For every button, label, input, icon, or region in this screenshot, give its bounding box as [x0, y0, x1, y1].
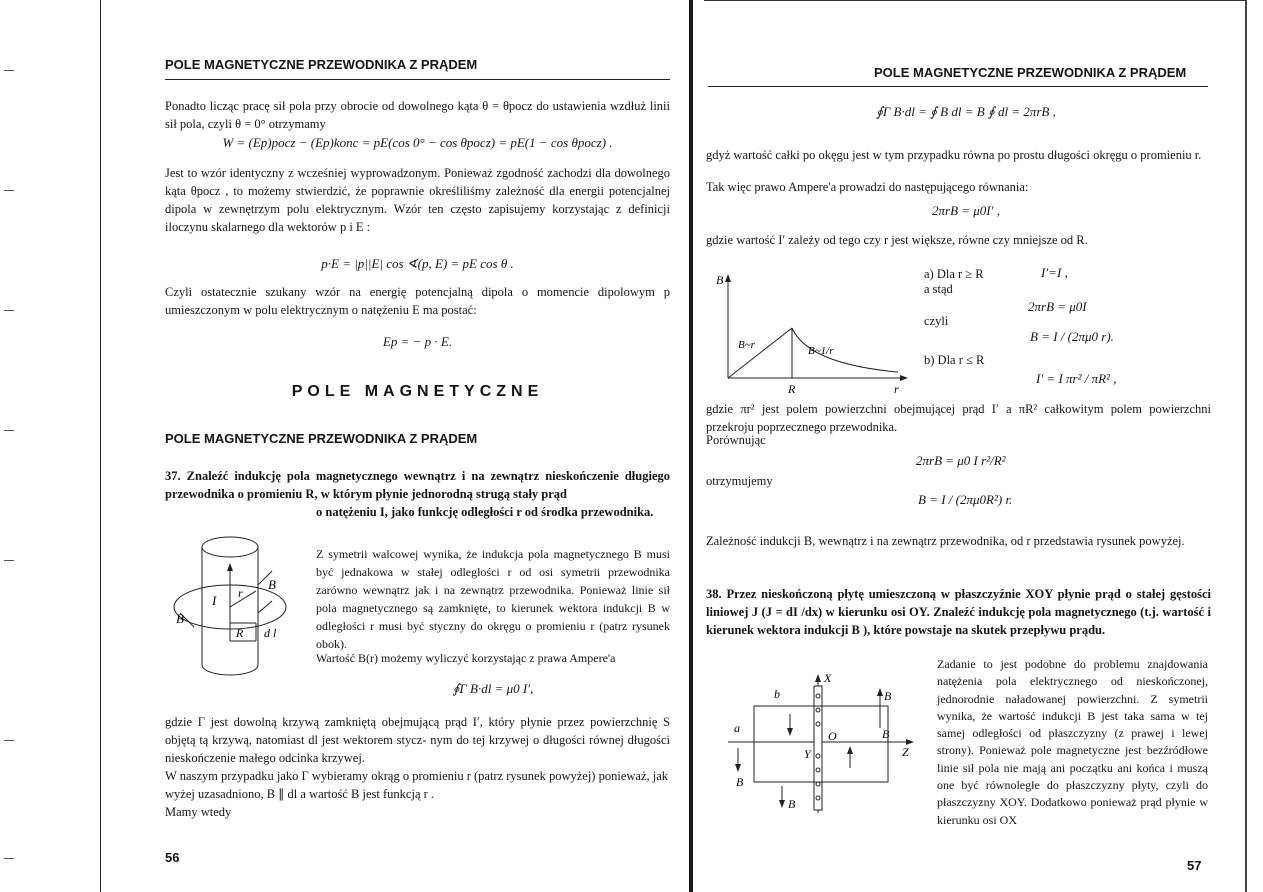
page-number: 56: [165, 850, 180, 865]
label-b: b: [774, 687, 780, 701]
header-rule: [708, 86, 1208, 87]
axis-label-Y: Y: [804, 747, 811, 761]
formula: B = I / (2πμ0 r).: [1030, 329, 1114, 344]
case-label: b) Dla r ≤ R: [924, 353, 985, 367]
page-header: POLE MAGNETYCZNE PRZEWODNIKA Z PRĄDEM: [165, 57, 478, 72]
formula: I′=I ,: [1041, 265, 1068, 280]
text: otrzymujemy: [706, 474, 773, 488]
fig-label-B: B: [176, 611, 184, 626]
fig-label-r: r: [238, 586, 243, 600]
label-B: B: [882, 727, 890, 741]
page-number: 57: [1187, 858, 1202, 873]
subsection-header: POLE MAGNETYCZNE PRZEWODNIKA Z PRĄDEM: [165, 431, 478, 446]
formula: 2πrB = μ0I′ ,: [932, 203, 1000, 218]
axis-label-X: X: [824, 671, 832, 685]
paragraph: gdzie Γ jest dowolną krzywą zamkniętą obejmującą prąd I′, który płynie przez powierzchnię S objętą tą krzywą, natomiast dl jest wektorem stycz- nym do tej krzywej o długości równej długości nieskończenie małego odcinka krzywej.: [165, 715, 670, 765]
paragraph: Jest to wzór identyczny z wcześniej wyprowadzonym. Ponieważ zgodność zachodzi dla dowolnego kąta θpocz , to możemy stwierdzić, że poprawnie określiliśmy zależność dla energii potencjalnej dipola w zewnętrzym polu elektrycznym. Wzór ten często zapisujemy korzystając z definicji iloczynu skalarnego dla wektorów p i E :: [165, 166, 670, 234]
paragraph: Ponadto licząc pracę sił pola przy obrocie od dowolnego kąta θ = θpocz do ustawienia wzdłuż linii sił pola, czyli θ = 0° otrzymamy: [165, 99, 670, 131]
paragraph: Zadanie to jest podobne do problemu znajdowania natężenia pola elektrycznego od nieskończonej, jednorodnie naładowanej powierzchni. Z symetrii wynika, że wartość indukcji B jest taka sama w tej samej odległości od płaszczyzny (z prawej i lewej strony). Ponieważ pole magnetyczne jest bezźródłowe linie sił pola nie mają ani początku ani końca i muszą one być równoległe do płaszczyzny płyty, czyli do płaszczyzny XOY. Dodatkowo ponieważ prąd płynie w kierunku osi OX: [937, 657, 1208, 827]
paragraph: W naszym przypadku jako Γ wybieramy okrąg o promieniu r (patrz rysunek powyżej) ponieważ, jak wyżej uzasadniono, B ∥ dl a wartość B jest funkcją r .: [165, 769, 669, 801]
plate-figure: [718, 668, 928, 818]
case-label: a) Dla r ≥ R: [924, 267, 984, 281]
top-edge-rule: [704, 0, 1246, 1]
label-B-1r: B~1/r: [808, 345, 834, 357]
formula: B = I / (2πμ0R²) r.: [918, 492, 1013, 507]
formula: 2πrB = μ0 I r²/R²: [916, 453, 1006, 468]
paragraph: gdzie πr² jest polem powierzchni obejmującej prąd I′ a πR² całkowitym polem powierzchni przekroju poprzecznego przewodnika.: [706, 402, 1211, 434]
text: Porównując: [706, 433, 766, 447]
formula: ∮Γ B·dl = μ0 I′,: [452, 681, 534, 696]
formula: ∮Γ B·dl = ∮ B dl = B ∮ dl = 2πrB ,: [876, 104, 1056, 119]
paragraph: gdyż wartość całki po okęgu jest w tym przypadku równa po prostu długości okręgu o promieniu r.: [706, 148, 1202, 162]
text: czyli: [924, 314, 949, 328]
paragraph: Czyli ostatecznie szukany wzór na energię potencjalną dipola o momencie dipolowym p umieszczonym w polu elektrycznym o natężeniu E ma postać:: [165, 285, 670, 317]
header-rule: [165, 79, 670, 80]
paragraph: Mamy wtedy: [165, 805, 232, 819]
axis-label-r: r: [894, 382, 899, 396]
paragraph: Zależność indukcji B, wewnątrz i na zewnątrz przewodnika, od r przedstawia rysunek powyżej.: [706, 534, 1185, 548]
label-a: a: [734, 721, 740, 735]
problem-statement: 38. Przez nieskończoną płytę umieszczoną w płaszczyźnie XOY płynie prąd o stałej gęstości liniowej J (J = dI /dx) w kierunku osi OY. Znaleźć indukcję pola magnetycznego (t.j. wartość i kierunek wektora indukcji B ), które powstaje na skutek przepływu prądu.: [706, 587, 1211, 637]
label-B-r: B~r: [738, 339, 755, 351]
axis-label-B: B: [716, 273, 724, 287]
fig-label-R: R: [236, 626, 244, 640]
right-page: [696, 0, 1263, 892]
paragraph: Z symetrii walcowej wynika, że indukcja pola magnetycznego B musi być jednakowa w stałej odległości r od osi symetrii przewodnika zarówno wewnątrz jak i na zewnątrz przewodnika. Ponieważ linie sił pola magnetycznego są zamknięte, to kierunek wektora indukcji B w odległości r musi być styczny do okręgu o promieniu r (patrz rysunek obok).: [316, 547, 670, 651]
paragraph: Tak więc prawo Ampere'a prowadzi do następującego równania:: [706, 180, 1029, 194]
formula: I′ = I πr² / πR² ,: [1036, 371, 1117, 386]
b-vs-r-graph: [708, 268, 913, 398]
problem-statement: 37. Znaleźć indukcję pola magnetycznego wewnątrz i na zewnątrz nieskończenie długiego przewodnika o promieniu R, w którym płynie jednorodną strugą stały prąd: [165, 469, 670, 501]
problem-statement: o natężeniu I, jako funkcję odległości r od środka przewodnika.: [316, 505, 654, 519]
formula: W = (Ep)pocz − (Ep)konc = pE(cos 0° − cos θpocz) = pE(1 − cos θpocz) .: [222, 135, 613, 150]
fig-label-dl: d l: [264, 626, 277, 640]
label-B: B: [884, 689, 892, 703]
origin-label: O: [828, 729, 837, 743]
page-header: POLE MAGNETYCZNE PRZEWODNIKA Z PRĄDEM: [874, 65, 1187, 80]
section-title: POLE MAGNETYCZNE: [291, 383, 544, 400]
paragraph: gdzie wartość I′ zależy od tego czy r jest większe, równe czy mniejsze od R.: [706, 233, 1088, 247]
formula: 2πrB = μ0I: [1028, 299, 1087, 314]
axis-label-Z: Z: [902, 745, 909, 759]
text: a stąd: [924, 282, 953, 296]
formula: p·E = |p||E| cos ∢(p, E) = pE cos θ .: [321, 256, 514, 271]
paragraph: Wartość B(r) możemy wyliczyć korzystając z prawa Ampere'a: [316, 651, 616, 665]
tick-label-R: R: [788, 382, 796, 396]
fig-label-I: I: [212, 593, 217, 608]
formula: Ep = − p · E.: [382, 334, 453, 349]
fig-label-B: B: [268, 577, 276, 592]
cylinder-figure: [168, 525, 288, 680]
label-B: B: [788, 797, 796, 811]
label-B: B: [736, 775, 744, 789]
